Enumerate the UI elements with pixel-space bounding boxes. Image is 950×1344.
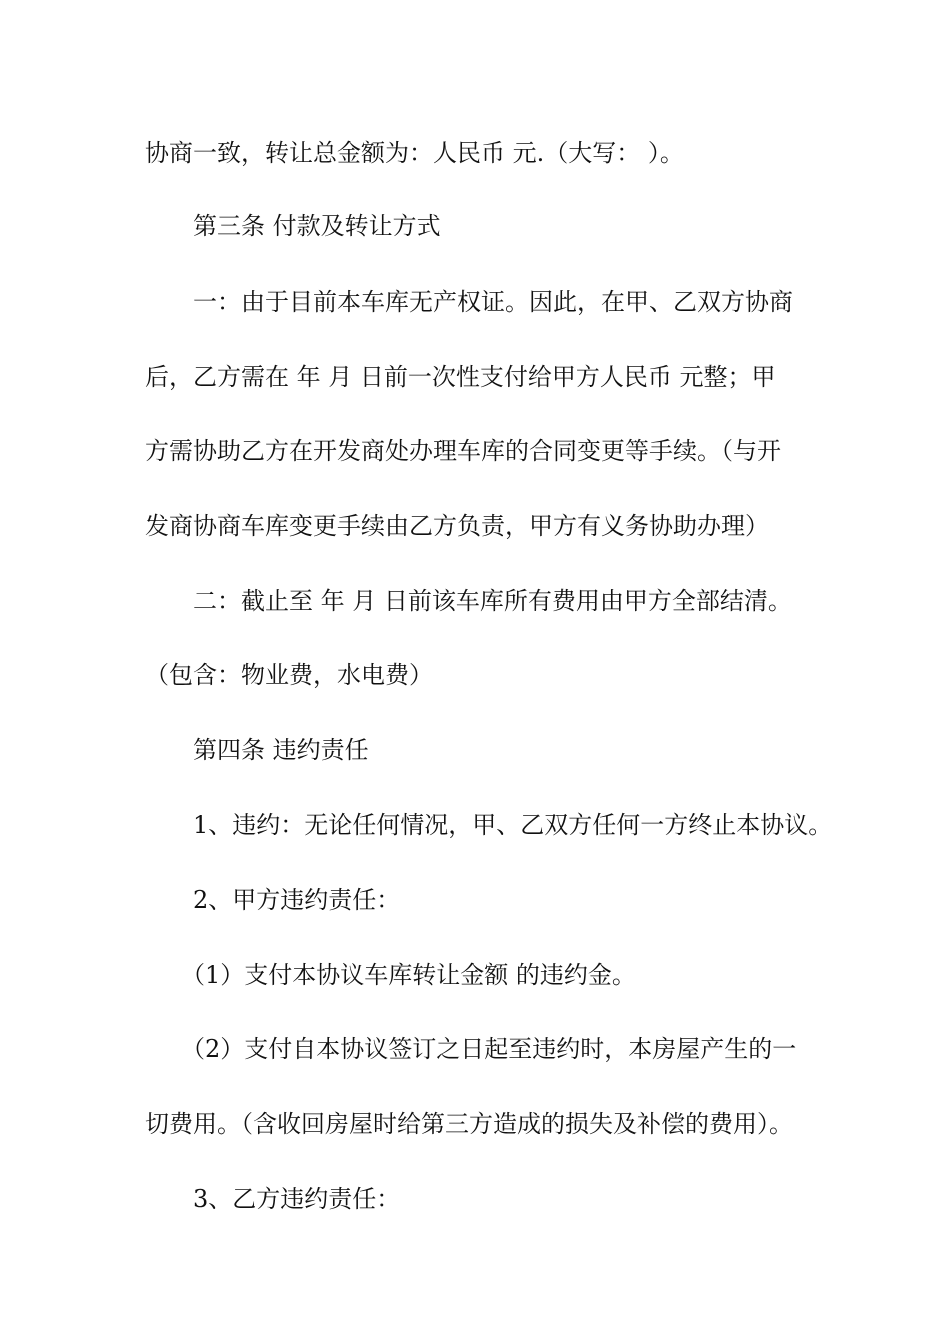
text-line-party-b-liability: 3、乙方违约责任：	[193, 1185, 401, 1213]
text-line-party-a-item-2a: （2）支付自本协议签订之日起至违约时，本房屋产生的一	[181, 1035, 797, 1063]
text-line-party-a-liability: 2、甲方违约责任：	[193, 886, 401, 914]
text-line-payment-1c: 方需协助乙方在开发商处办理车库的合同变更等手续。（与开	[145, 437, 781, 465]
text-line-total-amount: 协商一致，转让总金额为：人民币 元.（大写： ）。	[145, 139, 684, 167]
text-line-party-a-item-2b: 切费用。（含收回房屋时给第三方造成的损失及补偿的费用）。	[145, 1110, 793, 1138]
text-line-payment-1a: 一：由于目前本车库无产权证。因此，在甲、乙双方协商	[193, 288, 793, 316]
text-line-payment-1b: 后，乙方需在 年 月 日前一次性支付给甲方人民币 元整；甲	[145, 363, 776, 391]
text-line-breach-definition: 1、违约：无论任何情况，甲、乙双方任何一方终止本协议。	[193, 811, 833, 839]
section-heading-payment: 第三条 付款及转让方式	[193, 212, 441, 240]
text-line-party-a-item-1: （1）支付本协议车库转让金额 的违约金。	[181, 961, 636, 989]
text-line-payment-2b: （包含：物业费，水电费）	[145, 661, 433, 689]
text-line-payment-1d: 发商协商车库变更手续由乙方负责，甲方有义务协助办理）	[145, 512, 769, 540]
text-line-payment-2a: 二：截止至 年 月 日前该车库所有费用由甲方全部结清。	[193, 587, 792, 615]
section-heading-liability: 第四条 违约责任	[193, 736, 369, 764]
